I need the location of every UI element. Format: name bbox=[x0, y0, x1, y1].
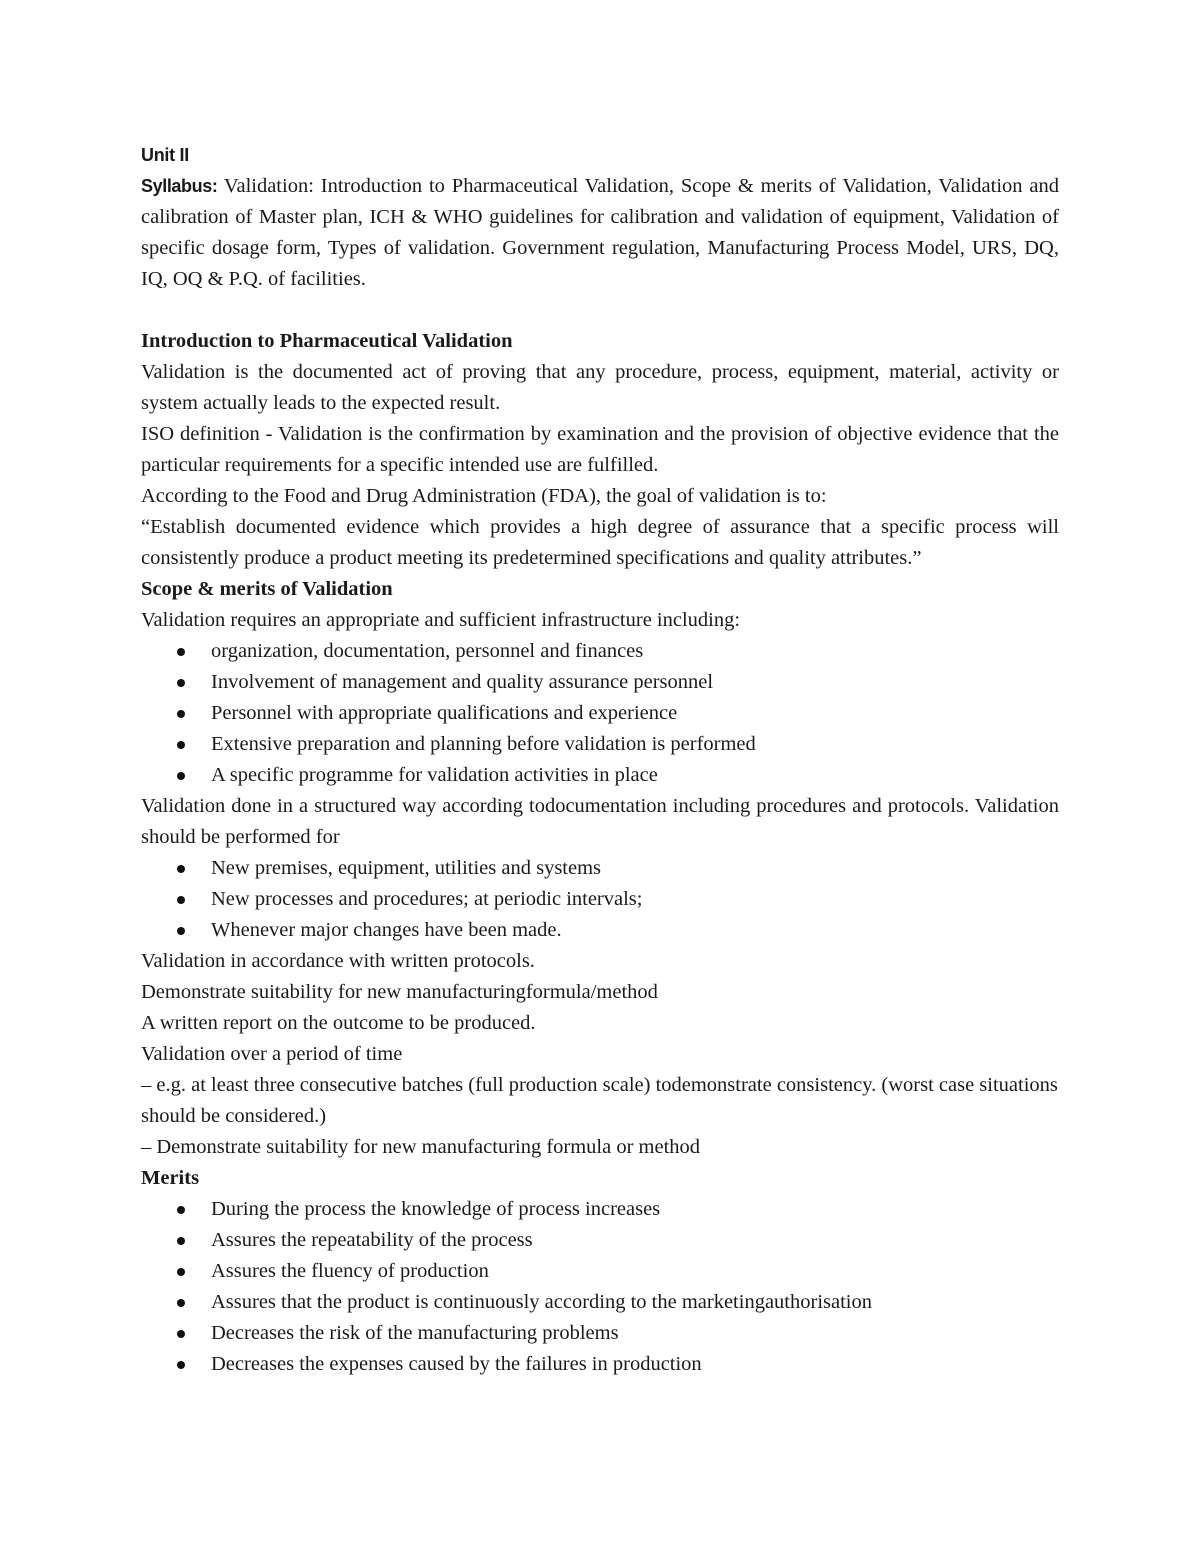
list-item-text: Personnel with appropriate qualifications and experience bbox=[211, 702, 678, 724]
list-item bbox=[141, 1256, 1059, 1287]
bullet-icon bbox=[177, 772, 185, 780]
list-item bbox=[141, 760, 1059, 791]
list-item-text: New premises, equipment, utilities and systems bbox=[211, 857, 602, 879]
fda-quote: “Establish documented evidence which provides a high degree of assurance that a specific process will consistently produce a product meeting its predetermined specifications and quality attributes.” bbox=[141, 516, 1059, 569]
list-item bbox=[141, 853, 1059, 884]
bullet-icon bbox=[177, 1206, 185, 1214]
list-item-text: Assures the fluency of production bbox=[211, 1260, 489, 1282]
bullet-icon bbox=[177, 741, 185, 749]
scope-line: Validation in accordance with written protocols. bbox=[141, 950, 535, 972]
document-page bbox=[141, 140, 1059, 1380]
bullet-icon bbox=[177, 865, 185, 873]
syllabus-paragraph bbox=[141, 171, 1059, 295]
syllabus-label: Syllabus: bbox=[141, 176, 218, 196]
syllabus-text: Validation: Introduction to Pharmaceutical Validation, Scope & merits of Validation, Validation and calibration of Master plan, ICH & WHO guidelines for calibration and validation of equipment, Validation of specific dosage form, Types of validation. Government regulation, Manufacturing Process Model, URS, DQ, IQ, OQ & P.Q. of facilities. bbox=[141, 175, 1059, 290]
list-item bbox=[141, 1287, 1059, 1318]
performed-for-list bbox=[141, 853, 1059, 946]
list-item bbox=[141, 1194, 1059, 1225]
list-item bbox=[141, 1318, 1059, 1349]
list-item-text: New processes and procedures; at periodic intervals; bbox=[211, 888, 643, 910]
scope-line: Demonstrate suitability for new manufacturingformula/method bbox=[141, 981, 658, 1003]
scope-heading: Scope & merits of Validation bbox=[141, 578, 393, 600]
list-item-text: Assures that the product is continuously according to the marketingauthorisation bbox=[211, 1291, 872, 1313]
infrastructure-list bbox=[141, 636, 1059, 791]
list-item-text: Involvement of management and quality assurance personnel bbox=[211, 671, 714, 693]
bullet-icon bbox=[177, 648, 185, 656]
structured-paragraph: Validation done in a structured way according todocumentation including procedures and protocols. Validation should be performed for bbox=[141, 795, 1059, 848]
bullet-icon bbox=[177, 927, 185, 935]
list-item-text: Decreases the expenses caused by the failures in production bbox=[211, 1353, 702, 1375]
list-item bbox=[141, 729, 1059, 760]
bullet-icon bbox=[177, 1330, 185, 1338]
list-item bbox=[141, 698, 1059, 729]
bullet-icon bbox=[177, 1237, 185, 1245]
bullet-icon bbox=[177, 1268, 185, 1276]
fda-lead: According to the Food and Drug Administration (FDA), the goal of validation is to: bbox=[141, 485, 827, 507]
iso-definition: ISO definition - Validation is the confirmation by examination and the provision of objective evidence that the particular requirements for a specific intended use are fulfilled. bbox=[141, 423, 1059, 476]
intro-heading: Introduction to Pharmaceutical Validation bbox=[141, 330, 513, 352]
bullet-icon bbox=[177, 896, 185, 904]
list-item bbox=[141, 915, 1059, 946]
scope-line: – e.g. at least three consecutive batches (full production scale) todemonstrate consistency. (worst case situations should be considered.) bbox=[141, 1074, 1058, 1127]
bullet-icon bbox=[177, 1299, 185, 1307]
scope-lead: Validation requires an appropriate and sufficient infrastructure including: bbox=[141, 609, 741, 631]
list-item-text: During the process the knowledge of process increases bbox=[211, 1198, 661, 1220]
list-item-text: Assures the repeatability of the process bbox=[211, 1229, 533, 1251]
merits-list bbox=[141, 1194, 1059, 1380]
spacer bbox=[141, 295, 1059, 326]
bullet-icon bbox=[177, 679, 185, 687]
bullet-icon bbox=[177, 710, 185, 718]
list-item bbox=[141, 667, 1059, 698]
merits-heading: Merits bbox=[141, 1167, 200, 1189]
scope-line: – Demonstrate suitability for new manufacturing formula or method bbox=[141, 1136, 701, 1158]
list-item-text: A specific programme for validation activities in place bbox=[211, 764, 658, 786]
scope-line: Validation over a period of time bbox=[141, 1043, 403, 1065]
list-item bbox=[141, 636, 1059, 667]
list-item bbox=[141, 884, 1059, 915]
list-item bbox=[141, 1225, 1059, 1256]
unit-title: Unit II bbox=[141, 145, 189, 165]
scope-line: A written report on the outcome to be produced. bbox=[141, 1012, 536, 1034]
list-item bbox=[141, 1349, 1059, 1380]
list-item-text: Decreases the risk of the manufacturing problems bbox=[211, 1322, 619, 1344]
bullet-icon bbox=[177, 1361, 185, 1369]
list-item-text: organization, documentation, personnel and finances bbox=[211, 640, 644, 662]
list-item-text: Whenever major changes have been made. bbox=[211, 919, 562, 941]
intro-paragraph: Validation is the documented act of proving that any procedure, process, equipment, material, activity or system actually leads to the expected result. bbox=[141, 361, 1059, 414]
list-item-text: Extensive preparation and planning before validation is performed bbox=[211, 733, 756, 755]
